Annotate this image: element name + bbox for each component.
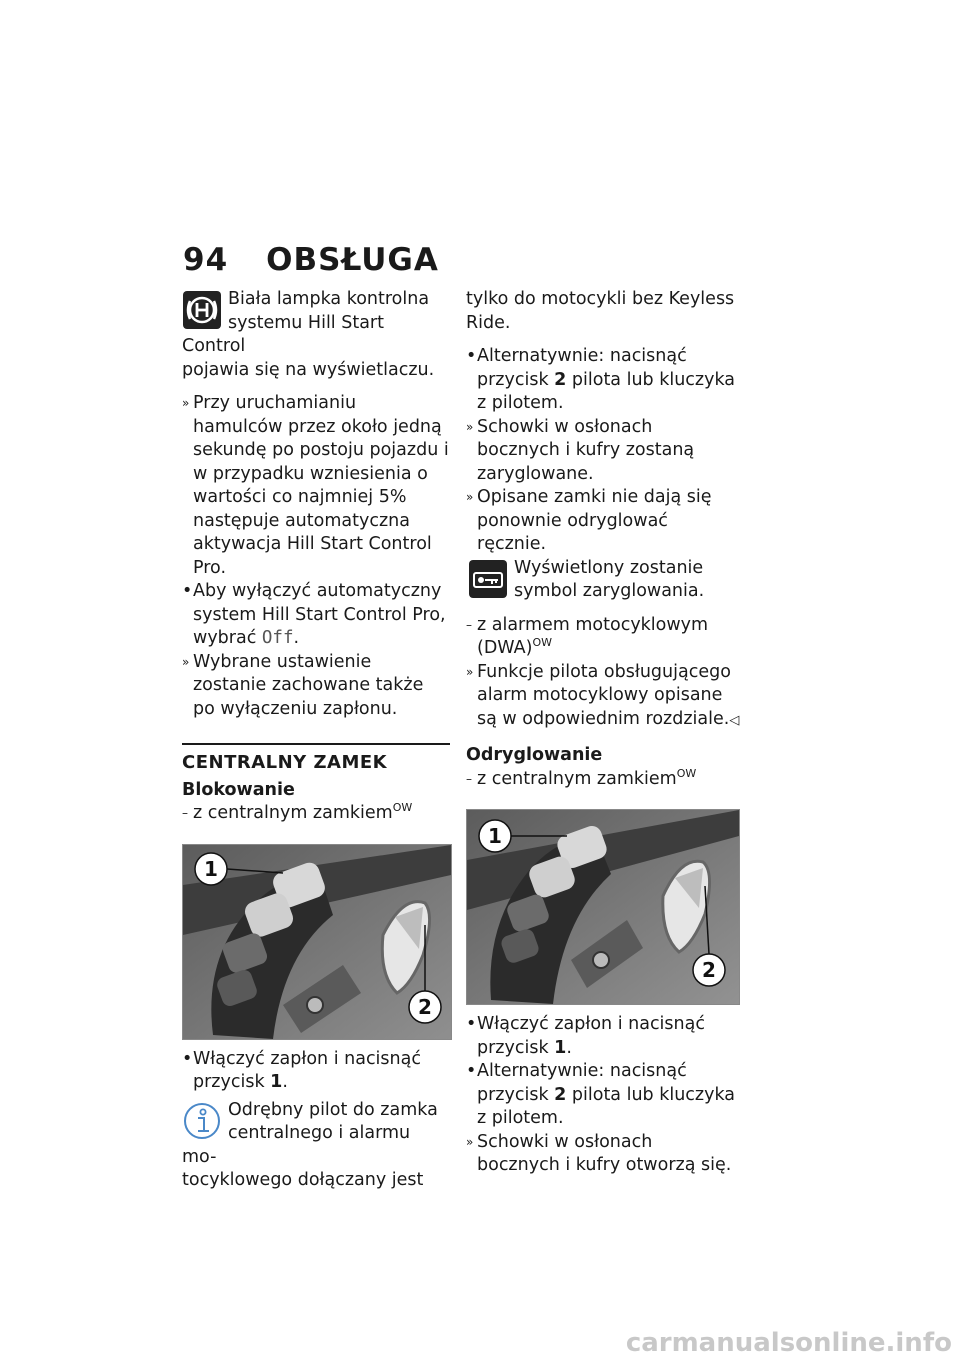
result-text: Funkcje pilota obsługującego alarm motocyklowy opisane są w odpowiednim rozdziale. [477,661,731,729]
step-text: Aby wyłączyć automatyczny system Hill Start Control Pro, wybrać [193,581,446,648]
hill-start-line1: Biała lampka kontrolna [228,289,430,309]
figure-label-2: 2 [702,958,716,982]
option-sup: OW [676,766,697,780]
dash-marker: – [466,617,472,632]
bullet-marker: • [182,1048,193,1069]
result-text: Schowki w osłonach bocznych i kufry zostaną zaryglowane. [477,416,695,484]
button-ref-2: 2 [554,1084,567,1105]
hill-start-line2: systemu Hill Start Control [182,312,384,356]
punct: . [566,1037,572,1058]
section-title: OBSŁUGA [266,242,439,278]
result-marker: » [182,654,190,669]
section-heading: CENTRALNY ZAMEK [182,752,388,773]
option-text: z centralnym zamkiem [193,803,393,823]
result-text: Wybrane ustawienie zostanie zachowane także po wyłączeniu zapłonu. [193,651,424,719]
subheading-lock: Blokowanie [182,779,295,800]
result-unlocked [466,1131,740,1178]
info-line1: Odrębny pilot do zamka [228,1099,438,1120]
page-number: 94 [183,242,229,278]
hill-start-indicator-icon [182,290,222,330]
info-continued: tylko do motocykli bez Keyless Ride. [466,289,735,333]
result-text: Opisane zamki nie dają się ponownie odryglować ręcznie. [477,487,712,554]
lock-note-line1: Wyświetlony zostanie [514,557,704,578]
result-text: Schowki w osłonach bocznych i kufry otworzą się. [477,1131,732,1175]
figure-label-1: 1 [488,824,502,848]
button-ref-2: 2 [554,369,567,390]
option-text: z centralnym zamkiem [477,768,677,789]
option-central-lock-unlock [466,768,740,792]
info-line2: centralnego i alarmu mo- [182,1123,411,1167]
result-marker: » [466,419,474,434]
step-text: pilota lub kluczyka z pilotem. [477,369,736,413]
result-auto-activation [182,392,450,580]
step-text: Włączyć zapłon i nacisnąć przycisk [477,1014,705,1058]
info-note [182,1099,450,1193]
step-text: Włączyć zapłon i nacisnąć przycisk [193,1048,421,1092]
result-text: Przy uruchamianiu hamulców przez około jedną sekundę po postoju pojazdu i w przypadku wzniesienia o wartości co najmniej 5% następuje automatyczna aktywacja Hill Start Control Pro. [193,393,449,578]
option-sup: OW [392,801,413,815]
page-header [183,242,439,278]
watermark: carmanualsonline.info [625,1328,952,1358]
hill-start-note [182,288,450,382]
step-ignition-lock [182,1048,450,1095]
end-of-section-icon: ◁ [729,712,740,728]
bullet-marker: • [466,346,477,366]
result-setting-saved [182,651,450,722]
option-sup: OW [532,636,552,650]
figure-label-1: 1 [204,856,218,881]
result-alarm-functions [466,661,740,733]
bullet-marker: • [182,581,193,601]
step-remote-unlock [466,1060,740,1131]
result-marker: » [466,664,474,679]
left-column [182,288,450,1203]
dash-marker: – [182,806,188,820]
handlebar-switch-photo [182,844,452,1040]
result-no-manual-unlock [466,486,740,557]
menu-value-off: Off [261,628,294,648]
option-text: z alarmem motocyklowym (DWA) [477,614,709,658]
dash-marker: – [466,771,472,786]
info-icon [182,1101,222,1141]
button-ref-1: 1 [270,1072,283,1092]
right-column [466,288,740,1178]
subheading-unlock: Odryglowanie [466,745,603,765]
punct: . [293,628,300,648]
punct: . [282,1072,288,1092]
option-alarm [466,614,740,661]
bullet-marker: • [466,1014,477,1034]
lock-symbol-note [466,557,740,604]
handlebar-switch-photo-unlock [466,809,740,1005]
step-remote-lock [466,345,740,416]
step-text: Alternatywnie: nacisnąć przycisk [477,1061,687,1105]
step-text: Alternatywnie: nacisnąć przycisk [477,346,687,390]
button-ref-1: 1 [554,1037,567,1058]
result-marker: » [182,396,190,410]
step-text: pilota lub kluczyka z pilotem. [477,1084,736,1128]
bullet-marker: • [466,1061,477,1081]
lock-indicator-icon [468,559,508,599]
option-central-lock [182,802,450,826]
result-locked [466,416,740,487]
step-disable [182,580,450,651]
lock-note-line2: symbol zaryglowania. [514,581,705,601]
step-ignition-unlock [466,1013,740,1060]
figure-label-2: 2 [418,994,432,1019]
result-marker: » [466,1134,474,1149]
info-line3: tocyklowego dołączany jest [182,1170,424,1190]
result-marker: » [466,490,474,504]
section-divider [182,743,450,745]
hill-start-line3: pojawia się na wyświetlaczu. [182,359,435,380]
